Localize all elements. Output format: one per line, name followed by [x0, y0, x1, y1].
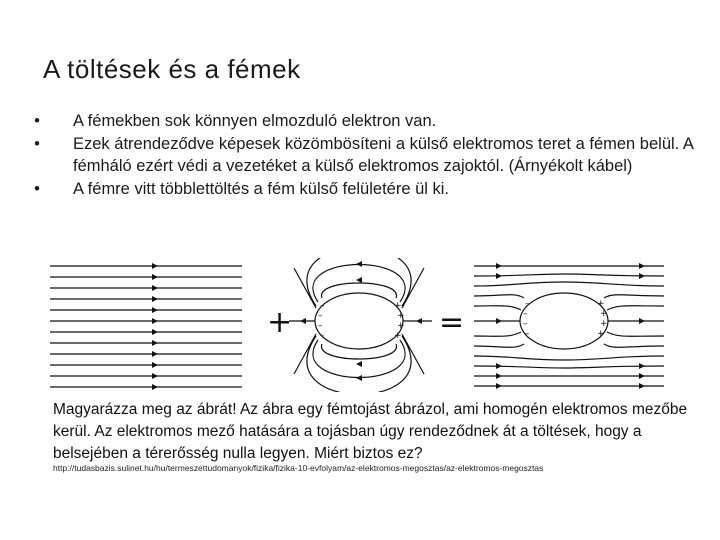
positive-charge-mark: + — [597, 299, 605, 309]
negative-charge-mark: – — [320, 331, 325, 341]
negative-charge-mark: – — [525, 299, 530, 309]
negative-charge-mark: – — [320, 301, 325, 311]
plus-operator: + — [267, 305, 293, 340]
slide-title: A töltések és a fémek — [43, 54, 301, 84]
positive-charge-mark: + — [600, 309, 608, 319]
negative-charge-mark: – — [318, 321, 323, 331]
field-superposition-figure — [44, 258, 674, 392]
positive-charge-mark: + — [597, 329, 605, 339]
bullet-text: Ezek átrendeződve képesek közömbösíteni a külső elektromos teret a fémen belül. A fémháló ezért védi a vezetéket a külső elektromos zajoktól. (Árnyékolt kábel) — [73, 134, 694, 175]
positive-charge-mark: + — [397, 321, 405, 331]
positive-charge-mark: + — [394, 301, 402, 311]
bullet-text: A fémre vitt többlettöltés a fém külső felületére ül ki. — [73, 179, 450, 198]
negative-charge-mark: – — [523, 319, 528, 329]
induced-charge-field-panel — [289, 258, 432, 392]
figure-svg — [44, 258, 674, 392]
source-link[interactable]: http://tudasbazis.sulinet.hu/hu/termeszettudomanyok/fizika/fizika-10-evfolyam/az-elektromos-megosztas/az-elektromos-megosztas — [53, 463, 544, 473]
positive-charge-mark: + — [394, 331, 402, 341]
homogeneous-field-panel — [50, 263, 242, 390]
negative-charge-mark: – — [525, 329, 530, 339]
bullet-list — [30, 110, 695, 200]
bullet-item — [30, 178, 695, 201]
bullet-symbol: • — [34, 179, 40, 198]
bullet-item — [30, 133, 695, 178]
positive-charge-mark: + — [397, 311, 405, 321]
figure-caption: Magyarázza meg az ábrát! Az ábra egy fémtojást ábrázol, ami homogén elektromos mezőbe kerül. Az elektromos mező hatására a tojásban úgy rendeződnek át a töltések, hogy a belsejében a térerősség nulla legyen. Miért biztos ez? — [53, 401, 688, 462]
negative-charge-mark: – — [318, 311, 323, 321]
resulting-field-panel — [474, 263, 664, 389]
equals-operator: = — [439, 305, 465, 340]
bullet-text: A fémekben sok könnyen elmozduló elektron van. — [73, 112, 437, 130]
positive-charge-mark: + — [600, 319, 608, 329]
bullet-symbol: • — [34, 112, 40, 130]
negative-charge-mark: – — [523, 309, 528, 319]
bullet-item — [30, 110, 695, 133]
bullet-symbol: • — [34, 134, 40, 153]
